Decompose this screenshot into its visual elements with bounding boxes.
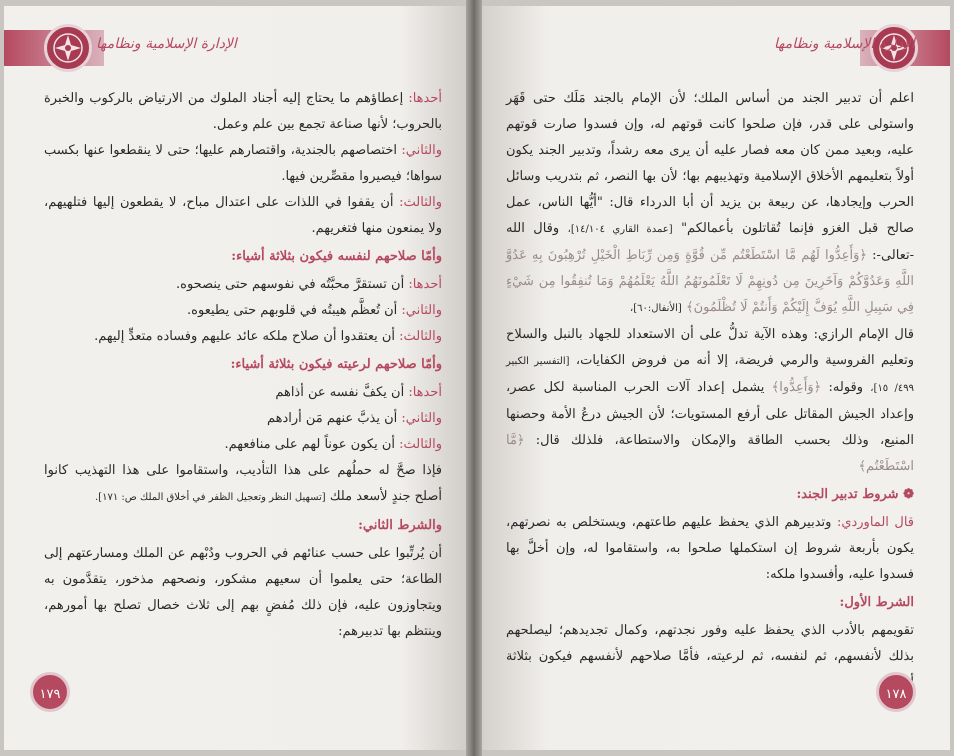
page-number-badge: ١٧٨ xyxy=(876,672,916,712)
item-text: أن يعتقدوا أن صلاح ملكه عائد عليهم وفساده متعدٍّ إليهم. xyxy=(94,329,400,344)
closing-paragraph xyxy=(44,458,442,511)
paragraph-lead: قال الماوردي: xyxy=(836,515,914,530)
list-item xyxy=(44,406,442,432)
closing-text: فإذا صحَّ له حملُهم على هذا التأديب، واستقاموا على هذا التهذيب كانوا أصلح جندٍ لأسعد ملك xyxy=(44,463,442,504)
item-lead: والثاني: xyxy=(401,411,442,426)
paragraph xyxy=(506,86,914,322)
citation: [التفسير الكبير ٤٩٩/ ١٥]، xyxy=(506,356,914,394)
paragraph-text: اختصاصهم بالجندية، واقتصارهم عليها؛ حتى لا ينقطعوا عنها بكسب سواها؛ فيصيروا مقصِّرين فيها. xyxy=(44,143,442,184)
right-page xyxy=(478,6,950,750)
series-title: الإدارة الإسلامية ونظامها xyxy=(774,36,915,52)
paragraph xyxy=(44,86,442,138)
item-text: أن تُعظَّم هيبتُه في قلوبهم حتى يطيعوه. xyxy=(187,303,402,318)
book-gutter xyxy=(466,0,482,756)
list-item xyxy=(44,432,442,458)
paragraph xyxy=(44,190,442,242)
left-page xyxy=(4,6,470,750)
item-text: أن يكون عوناً لهم على منافعهم. xyxy=(224,437,400,452)
quran-verse: ﴿مَّا اسْتَطَعْتُم﴾ xyxy=(506,433,914,474)
item-lead: والثالث: xyxy=(399,437,442,452)
item-lead: والثالث: xyxy=(399,329,442,344)
paragraph-lead: والثالث: xyxy=(399,195,442,210)
paragraph-lead: والثاني: xyxy=(401,143,442,158)
paragraph-text: يشمل إعداد آلات الحرب المناسبة لكل عصر، وإعداد الجيش المقاتل على أرفع المستويات؛ لأن الجيش درعُ الأمة وحصنها المنيع، وذلك بحسب الطاقة والإمكان والاستطاعة، فلذلك قال: xyxy=(506,380,914,448)
list-item xyxy=(44,298,442,324)
list-item xyxy=(44,380,442,406)
list-item xyxy=(44,272,442,298)
paragraph-text: أن يقفوا في اللذات على اعتدال مباح، لا يقطعون إليها فتلهيهم، ولا يمنعون منها فتغريهم. xyxy=(44,195,442,236)
paragraph-text: وقال الله -تعالى-: xyxy=(506,221,914,263)
item-lead: أحدها: xyxy=(408,385,442,400)
citation: [عمدة القاري ١٤/١٠٤]، xyxy=(567,224,673,235)
paragraph-text: إعطاؤهم ما يحتاج إليه أجناد الملوك من الارتياض بالركوب والخبرة بالحروب؛ لأنها صناعة تجمع بين علم وعمل. xyxy=(44,91,442,132)
list-item xyxy=(44,324,442,350)
section-heading: ❁ شروط تدبير الجند: xyxy=(796,487,914,502)
citation: [الأنفال:٦٠]، xyxy=(630,303,682,314)
quran-verse: ﴿وَأَعِدُّوا لَهُم مَّا اسْتَطَعْتُم مِّن قُوَّةٍ وَمِن رِّبَاطِ الْخَيْلِ تُرْهِبُونَ بِهِ عَدُوَّ اللَّهِ وَعَدُوَّكُمْ وَآخَرِينَ مِن دُونِهِمْ لَا تَعْلَمُونَهُمُ اللَّهُ يَعْلَمُهُمْ وَمَا تُنفِقُوا مِن شَيْءٍ فِي سَبِيلِ اللَّهِ يُوَفَّ إِلَيْكُمْ وَأَنتُمْ لَا تُظْلَمُونَ﴾ xyxy=(506,248,914,315)
paragraph-text: وتدبيرهم الذي يحفظ عليهم طاعتهم، ويستخلص به نصرتهم، يكون بأربعة شروط إن استكملها صلحوا به، واستقاموا له، وإن أخلَّ بها فسدوا عليه، وأفسدوا ملكه: xyxy=(506,515,914,582)
ornament-medallion-icon xyxy=(44,24,92,72)
section-heading: الشرط الأول: xyxy=(839,595,914,610)
section-heading: وأمّا صلاحهم لنفسه فيكون بثلاثة أشياء: xyxy=(231,249,442,264)
paragraph-text: وقوله: xyxy=(821,380,871,395)
paragraph: تقويمهم بالأدب الذي يحفظ عليه وفور نجدتهم، وكمال تجديدهم؛ ليصلحهم بذلك لأنفسهم، ثم لنفسه، ثم لرعيته، فأمَّا صلاحهم لأنفسهم فيكون بثلاثة xyxy=(506,623,914,664)
page-number-badge: ١٧٩ xyxy=(30,672,70,712)
quran-verse: ﴿وَأَعِدُّوا﴾ xyxy=(771,380,822,395)
paragraph: أن يُرتِّبوا على حسب عنائهم في الحروب ودُبْهم عن الملك ومسارعتهم إلى الطاعة؛ حتى يعلموا أن سعيهم مشكور، ونصحهم مذخور، يتقدَّمون به ويتجاوزون عليه، فإن ذلك مُفضٍ بهم إلى ثلاث خصال تصلح بها أمورهم، وينتظم بها تدبيرهم: xyxy=(44,546,442,639)
paragraph-text: اعلم أن تدبير الجند من أساس الملك؛ لأن الإمام بالجند مَلَك حتى قَهَر واستولى على قدر، فإن صلحوا كانت قوتهم له، وإن فسدوا صارت قوتهم عليه، وبعيد ممن كان معه فصار عليه أن يرى معه رشداً، وتدبير الجند يكون أولاً بتعليمهم الأخلاق الإسلامية وتهذيبهم بها؛ لأن بها النصر، ثم بتدريب وسائل الحرب وإيجادها، عن ربيعة بن يزيد أن أبا الدرداء قال: "أيُّها الناس، عمل صالح قبل الغزو فإنما تُقاتلون بأعمالكم" xyxy=(506,91,914,236)
citation: [تسهيل النظر وتعجيل الظفر في أخلاق الملك ص: ١٧١]. xyxy=(94,492,326,503)
series-title: الإدارة الإسلامية ونظامها xyxy=(96,36,237,52)
paragraph xyxy=(506,322,914,480)
paragraph xyxy=(44,138,442,190)
item-text: أن تستقرَّ محبَّتُه في نفوسهم حتى ينصحوه. xyxy=(176,277,409,292)
right-page-body xyxy=(506,86,914,696)
paragraph-lead: أحدها: xyxy=(408,91,442,106)
item-lead: والثاني: xyxy=(401,303,442,318)
item-lead: أحدها: xyxy=(408,277,442,292)
paragraph xyxy=(506,510,914,588)
item-text: أن يذبَّ عنهم مَن أرادهم xyxy=(266,411,402,426)
paragraph-text: قال الإمام الرازي: وهذه الآية تدلُّ على أن الاستعداد للجهاد بالنبل والسلاح وتعليم الفروسية والرمي فريضة، إلا أنه من فروض الكفايات، xyxy=(506,327,915,368)
item-text: أن يكفَّ نفسه عن أذاهم xyxy=(275,385,409,400)
section-heading: والشرط الثاني: xyxy=(358,518,442,533)
section-heading: وأمّا صلاحهم لرعيته فيكون بثلاثة أشياء: xyxy=(230,357,442,372)
left-page-body xyxy=(44,86,442,645)
